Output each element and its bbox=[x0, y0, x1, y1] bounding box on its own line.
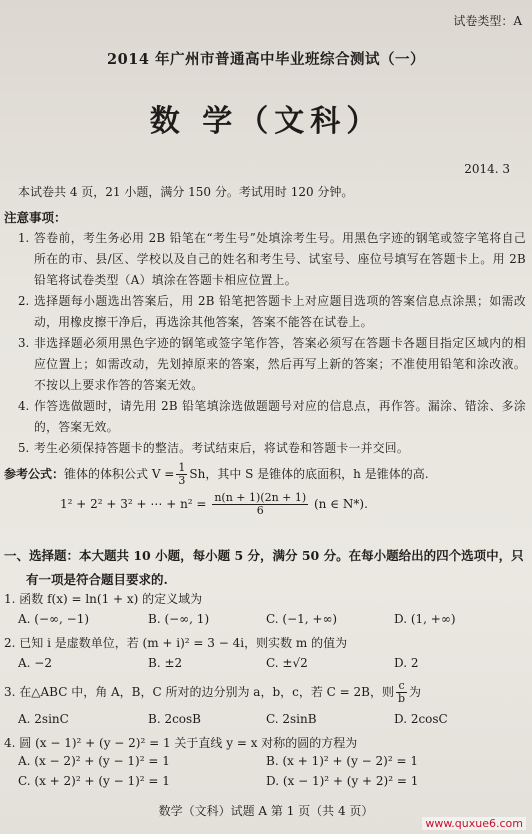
notice-item-number: 5. bbox=[18, 441, 30, 455]
notice-item-number: 4. bbox=[18, 399, 30, 413]
fraction-denominator: b bbox=[398, 692, 406, 705]
question-3-option-a: A. 2sinC bbox=[18, 712, 69, 726]
question-1-option-d: D. (1, +∞) bbox=[394, 612, 456, 626]
page-footer: 数学（文科）试题 A 第 1 页（共 4 页） bbox=[158, 804, 374, 818]
site-watermark: www.quxue6.com bbox=[422, 817, 526, 830]
notice-list bbox=[18, 228, 526, 459]
fraction-numerator: 1 bbox=[178, 461, 186, 474]
question-4-option-d: D. (x − 1)² + (y + 2)² = 1 bbox=[266, 774, 419, 788]
fraction-denominator: 3 bbox=[178, 474, 186, 487]
sum-denominator: 6 bbox=[256, 504, 264, 517]
fraction-c-over-b bbox=[396, 680, 407, 705]
notice-item bbox=[18, 438, 526, 459]
fraction-one-third bbox=[176, 462, 187, 487]
sum-fraction bbox=[212, 492, 308, 517]
question-1-option-b: B. (−∞, 1) bbox=[148, 612, 210, 626]
reference-label: 参考公式： bbox=[4, 467, 65, 481]
exam-intro: 本试卷共 4 页，21 小题，满分 150 分。考试用时 120 分钟。 bbox=[18, 185, 354, 199]
question-3-option-d: D. 2cosC bbox=[394, 712, 448, 726]
exam-title: 2014 年广州市普通高中毕业班综合测试（一） bbox=[107, 51, 425, 68]
question-1-option-a: A. (−∞, −1) bbox=[18, 612, 90, 626]
sum-numerator: n(n + 1)(2n + 1) bbox=[214, 491, 307, 504]
subject-title: 数 学（文科） bbox=[149, 104, 383, 139]
question-2-stem: 2. 已知 i 是虚数单位，若 (m + i)² = 3 − 4i，则实数 m 的值为 bbox=[4, 636, 348, 650]
notice-item bbox=[18, 396, 526, 438]
notice-item-text: 考生必须保持答题卡的整洁。考试结束后，将试卷和答题卡一并交回。 bbox=[34, 441, 410, 455]
question-3-stem bbox=[4, 680, 421, 705]
sum-left: 1² + 2² + 3² + ⋯ + n² = bbox=[60, 497, 207, 511]
notice-item-text: 作答选做题时，请先用 2B 铅笔填涂选做题题号对应的信息点，再作答。漏涂、错涂、多涂的，答案无效。 bbox=[34, 399, 526, 434]
fraction-numerator: c bbox=[396, 680, 407, 693]
question-4-option-c: C. (x + 2)² + (y − 1)² = 1 bbox=[18, 774, 170, 788]
notice-item-text: 非选择题必须用黑色字迹的钢笔或签字笔作答，答案必须写在答题卡各题目指定区域内的相应位置上；如需改动，先划掉原来的答案，然后再写上新的答案；不准使用铅笔和涂改液。不按以上要求作答的答案无效。 bbox=[34, 336, 526, 392]
section-heading: 一、选择题：本大题共 10 小题，每小题 5 分，满分 50 分。在每小题给出的四个选项中，只 bbox=[4, 548, 524, 563]
notice-item-text: 答卷前，考生务必用 2B 铅笔在“考生号”处填涂考生号。用黑色字迹的钢笔或签字笔将自己所在的市、县/区、学校以及自己的姓名和考生号、试室号、座位号填写在答题卡上。用 2B 铅笔将试卷类型（A）填涂在答题卡相应位置上。 bbox=[34, 231, 526, 287]
notice-item bbox=[18, 291, 526, 333]
notice-title: 注意事项： bbox=[4, 210, 67, 225]
question-1-option-c: C. (−1, +∞) bbox=[266, 612, 338, 626]
question-2-option-a: A. −2 bbox=[18, 656, 52, 670]
sum-right: (n ∈ N*). bbox=[313, 497, 368, 511]
notice-item-number: 3. bbox=[18, 336, 30, 350]
paper-type-label: 试卷类型：A bbox=[453, 14, 522, 28]
reference-formula bbox=[4, 462, 429, 487]
reference-text-after: Sh，其中 S 是锥体的底面积，h 是锥体的高. bbox=[189, 467, 429, 481]
question-2-option-c: C. ±√2 bbox=[266, 656, 308, 670]
notice-item-number: 2. bbox=[18, 294, 30, 308]
exam-date: 2014. 3 bbox=[464, 162, 510, 176]
notice-item bbox=[18, 228, 526, 291]
question-2-option-b: B. ±2 bbox=[148, 656, 183, 670]
notice-item-text: 选择题每小题选出答案后，用 2B 铅笔把答题卡上对应题目选项的答案信息点涂黑；如需改动，用橡皮擦干净后，再选涂其他答案，答案不能答在试卷上。 bbox=[34, 294, 526, 329]
question-2-option-d: D. 2 bbox=[394, 656, 419, 670]
question-1-stem: 1. 函数 f(x) = ln(1 + x) 的定义域为 bbox=[4, 592, 203, 606]
question-3-option-c: C. 2sinB bbox=[266, 712, 317, 726]
notice-item bbox=[18, 333, 526, 396]
question-3-stem-before: 3. 在△ABC 中，角 A，B，C 所对的边分别为 a，b，c，若 C = 2B，则 bbox=[4, 685, 394, 699]
sum-of-squares-formula bbox=[60, 492, 368, 517]
question-4-option-b: B. (x + 1)² + (y − 2)² = 1 bbox=[266, 754, 418, 768]
question-4-stem: 4. 圆 (x − 1)² + (y − 2)² = 1 关于直线 y = x 对称的圆的方程为 bbox=[4, 736, 358, 750]
section-heading-cont: 有一项是符合题目要求的. bbox=[26, 572, 168, 587]
notice-item-number: 1. bbox=[18, 231, 30, 245]
reference-text-before: 锥体的体积公式 V = bbox=[64, 467, 175, 481]
question-4-option-a: A. (x − 2)² + (y − 1)² = 1 bbox=[18, 754, 170, 768]
question-3-stem-after: 为 bbox=[409, 685, 422, 699]
question-3-option-b: B. 2cosB bbox=[148, 712, 202, 726]
